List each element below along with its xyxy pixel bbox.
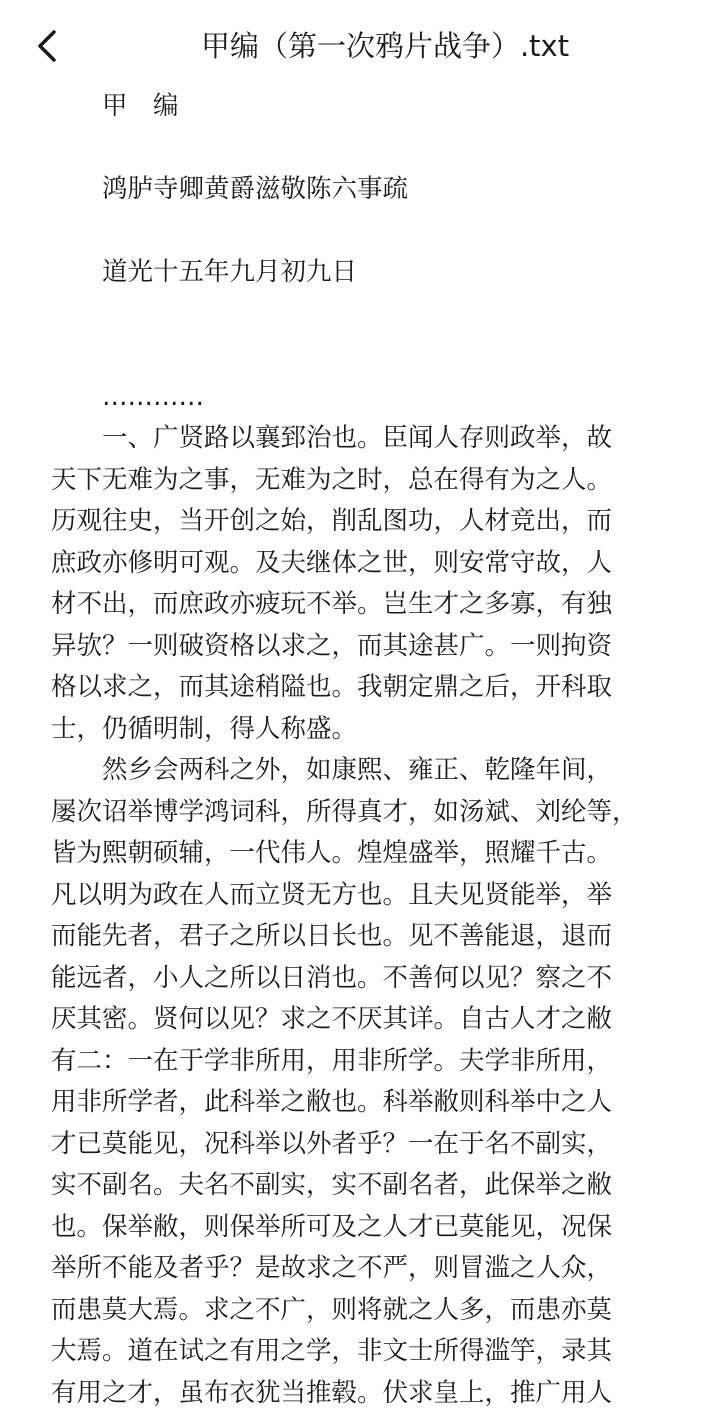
text-line: 凡以明为政在人而立贤无方也。且夫见贤能举，举 — [51, 875, 671, 917]
text-line: 皆为熙朝硕辅，一代伟人。煌煌盛举，照耀千古。 — [51, 833, 671, 875]
text-line: 实不副名。夫名不副实，实不副名者，此保举之敝 — [51, 1165, 671, 1207]
text-line: 材不出，而庶政亦疲玩不举。岂生才之多寡，有独 — [51, 584, 671, 626]
blank-line — [51, 294, 671, 336]
text-line: 大焉。道在试之有用之学，非文士所得滥竽，录其 — [51, 1331, 671, 1373]
reader-content[interactable] — [51, 86, 671, 1414]
text-line: 道光十五年九月初九日 — [51, 252, 671, 294]
app-header — [0, 0, 720, 92]
text-line: 异欤？一则破资格以求之，而其途甚广。一则拘资 — [51, 626, 671, 668]
blank-line — [51, 335, 671, 377]
text-line: 甲 编 — [51, 86, 671, 128]
text-line: 厌其密。贤何以见？求之不厌其详。自古人才之敝 — [51, 999, 671, 1041]
chevron-left-icon — [22, 22, 70, 70]
blank-line — [51, 128, 671, 170]
text-line: 才已莫能见，况科举以外者乎？一在于名不副实， — [51, 1124, 671, 1166]
text-line: 举所不能及者乎？是故求之不严，则冒滥之人众， — [51, 1248, 671, 1290]
back-button[interactable] — [22, 22, 70, 70]
text-line: 历观往史，当开创之始，削乱图功，人材竞出，而 — [51, 501, 671, 543]
text-line: 鸿胪寺卿黄爵滋敬陈六事疏 — [51, 169, 671, 211]
text-line: 用非所学者，此科举之敝也。科举敝则科举中之人 — [51, 1082, 671, 1124]
text-line: 然乡会两科之外，如康熙、雍正、乾隆年间， — [51, 750, 671, 792]
text-line: ………… — [51, 377, 671, 419]
blank-line — [51, 211, 671, 253]
text-line: 士，仍循明制，得人称盛。 — [51, 709, 671, 751]
text-line: 而能先者，君子之所以日长也。见不善能退，退而 — [51, 916, 671, 958]
text-line: 而患莫大焉。求之不广，则将就之人多，而患亦莫 — [51, 1290, 671, 1332]
text-line: 有用之才，虽布衣犹当推毂。伏求皇上，推广用人 — [51, 1373, 671, 1414]
text-line: 屡次诏举博学鸿词科，所得真才，如汤斌、刘纶等， — [51, 792, 671, 834]
text-line: 也。保举敝，则保举所可及之人才已莫能见，况保 — [51, 1207, 671, 1249]
text-line: 格以求之，而其途稍隘也。我朝定鼎之后，开科取 — [51, 667, 671, 709]
text-line: 能远者，小人之所以日消也。不善何以见？察之不 — [51, 958, 671, 1000]
text-line: 天下无难为之事，无难为之时，总在得有为之人。 — [51, 460, 671, 502]
page-title: 甲编（第一次鸦片战争）.txt — [90, 24, 680, 68]
text-line: 一、广贤路以襄郅治也。臣闻人存则政举，故 — [51, 418, 671, 460]
text-line: 庶政亦修明可观。及夫继体之世，则安常守故，人 — [51, 543, 671, 585]
text-line: 有二：一在于学非所用，用非所学。夫学非所用， — [51, 1041, 671, 1083]
